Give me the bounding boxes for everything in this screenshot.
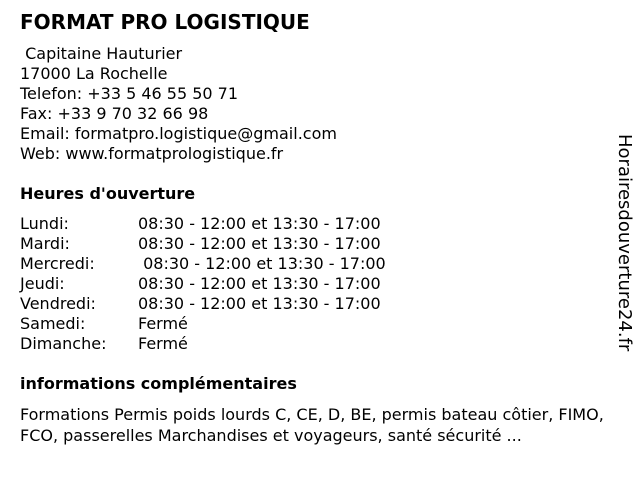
hours-row [20, 254, 386, 274]
business-title: FORMAT PRO LOGISTIQUE [20, 10, 310, 34]
watermark [612, 134, 635, 352]
email-line: Email: formatpro.logistique@gmail.com [20, 124, 337, 143]
hours-day: Mardi: [20, 234, 70, 253]
hours-day: Vendredi: [20, 294, 96, 313]
hours-row [20, 334, 386, 354]
hours-row [20, 274, 386, 294]
info-text: Formations Permis poids lourds C, CE, D, BE, permis bateau côtier, FIMO, FCO, passerelles Marchandises et voyageurs, santé sécurité ... [20, 405, 604, 445]
hours-row [20, 294, 386, 314]
hours-time: 08:30 - 12:00 et 13:30 - 17:00 [138, 234, 381, 253]
hours-time: Fermé [138, 334, 188, 353]
hours-time: 08:30 - 12:00 et 13:30 - 17:00 [138, 214, 381, 233]
contact-block [20, 44, 337, 164]
hours-table [20, 214, 386, 354]
hours-time: 08:30 - 12:00 et 13:30 - 17:00 [138, 254, 386, 273]
watermark-text: Horairesdouverture24.fr [614, 134, 635, 352]
info-heading: informations complémentaires [20, 374, 297, 393]
hours-heading: Heures d'ouverture [20, 184, 196, 203]
phone-line: Telefon: +33 5 46 55 50 71 [20, 84, 239, 103]
fax-line: Fax: +33 9 70 32 66 98 [20, 104, 209, 123]
hours-row [20, 214, 386, 234]
web-line: Web: www.formatprologistique.fr [20, 144, 284, 163]
hours-day: Lundi: [20, 214, 69, 233]
address-city: 17000 La Rochelle [20, 64, 168, 83]
hours-time: 08:30 - 12:00 et 13:30 - 17:00 [138, 294, 381, 313]
hours-day: Dimanche: [20, 334, 107, 353]
hours-day: Jeudi: [20, 274, 65, 293]
hours-row [20, 234, 386, 254]
hours-row [20, 314, 386, 334]
hours-time: 08:30 - 12:00 et 13:30 - 17:00 [138, 274, 381, 293]
hours-day: Mercredi: [20, 254, 95, 273]
address-street: Capitaine Hauturier [20, 44, 183, 63]
hours-time: Fermé [138, 314, 188, 333]
hours-day: Samedi: [20, 314, 86, 333]
